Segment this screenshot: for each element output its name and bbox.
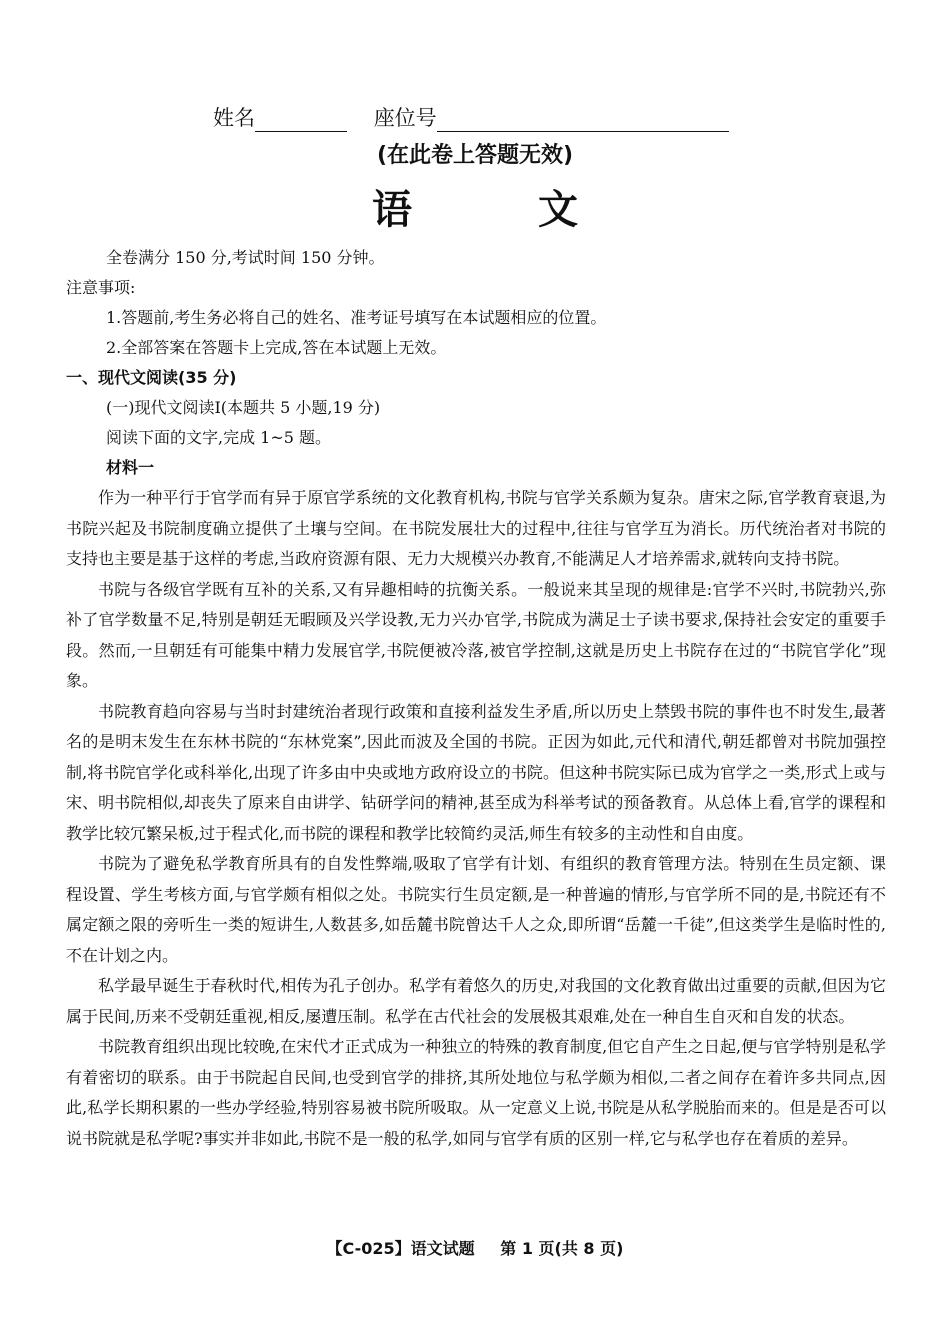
notice-item: 2.全部答案在答题卡上完成,答在本试题上无效。 — [106, 338, 447, 357]
page-number: 第 1 页(共 8 页) — [500, 1239, 624, 1258]
section-title: 一、现代文阅读(35 分) — [66, 368, 237, 387]
reading-directive: 阅读下面的文字,完成 1~5 题。 — [106, 428, 332, 447]
passage-paragraph: 书院教育组织出现比较晚,在宋代才正式成为一种独立的特殊的教育制度,但它自产生之日起,便与官学特别是私学有着密切的联系。由于书院起自民间,也受到官学的排挤,其所处地位与私学颇为相似,二者之间存在着许多共同点,因此,私学长期积累的一些办学经验,特别容易被书院所吸取。从一定意义上说,书院是从私学脱胎而来的。但是是否可以说书院就是私学呢?事实并非如此,书院不是一般的私学,如同与官学有质的区别一样,它与私学也存在着质的差异。 — [66, 1037, 886, 1148]
seat-label: 座位号 — [373, 106, 437, 130]
passage-paragraph: 私学最早诞生于春秋时代,相传为孔子创办。私学有着悠久的历史,对我国的文化教育做出过重要的贡献,但因为它属于民间,历来不受朝廷重视,相反,屡遭压制。私学在古代社会的发展极其艰难,处在一种自生自灭和自发的状态。 — [66, 976, 886, 1026]
subject-title: 语 文 — [372, 187, 634, 233]
name-label: 姓名 — [213, 106, 255, 130]
passage-paragraph: 书院教育趋向容易与当时封建统治者现行政策和直接利益发生矛盾,所以历史上禁毁书院的事件也不时发生,最著名的是明末发生在东林书院的“东林党案”,因此而波及全国的书院。正因为如此,元代和清代,朝廷都曾对书院加强控制,将书院官学化或科举化,出现了许多由中央或地方政府设立的书院。但这种书院实际已成为官学之一类,形式上或与宋、明书院相似,却丧失了原来自由讲学、钻研学问的精神,甚至成为科举考试的预备教育。从总体上看,官学的课程和教学比较冗繁呆板,过于程式化,而书院的课程和教学比较简约灵活,师生有较多的主动性和自由度。 — [66, 701, 886, 843]
material-label: 材料一 — [106, 458, 155, 477]
name-blank — [255, 109, 347, 132]
passage-paragraph: 作为一种平行于官学而有异于原官学系统的文化教育机构,书院与官学关系颇为复杂。唐宋之际,官学教育衰退,为书院兴起及书院制度确立提供了土壤与空间。在书院发展壮大的过程中,往往与官学互为消长。历代统治者对书院的支持也主要是基于这样的考虑,当政府资源有限、无力大规模兴办教育,不能满足人才培养需求,就转向支持书院。 — [66, 488, 886, 568]
score-time-note: 全卷满分 150 分,考试时间 150 分钟。 — [106, 248, 385, 267]
candidate-info-line — [213, 102, 729, 132]
seat-blank — [437, 109, 729, 132]
exam-content — [66, 243, 886, 1154]
no-answer-warning: (在此卷上答题无效) — [376, 143, 574, 168]
passage-paragraph: 书院为了避免私学教育所具有的自发性弊端,吸取了官学有计划、有组织的教育管理方法。特别在生员定额、课程设置、学生考核方面,与官学颇有相似之处。书院实行生员定额,是一种普遍的情形,与官学所不同的是,书院还有不属定额之限的旁听生一类的短讲生,人数甚多,如岳麓书院曾达千人之众,即所谓“岳麓一千徒”,但这类学生是临时性的,不在计划之内。 — [66, 854, 886, 965]
notice-item: 1.答题前,考生务必将自己的姓名、准考证号填写在本试题相应的位置。 — [106, 308, 607, 327]
notice-title: 注意事项: — [66, 278, 136, 297]
exam-code: 【C-025】语文试题 — [326, 1239, 475, 1258]
passage-paragraph: 书院与各级官学既有互补的关系,又有异趣相峙的抗衡关系。一般说来其呈现的规律是:官学不兴时,书院勃兴,弥补了官学数量不足,特别是朝廷无暇顾及兴学设教,无力兴办官学,书院成为满足士子读书要求,保持社会安定的重要手段。然而,一旦朝廷有可能集中精力发展官学,书院便被冷落,被官学控制,这就是历史上书院存在过的“书院官学化”现象。 — [66, 579, 886, 690]
page-footer — [0, 1236, 950, 1259]
subsection-title: (一)现代文阅读Ⅰ(本题共 5 小题,19 分) — [106, 398, 381, 417]
